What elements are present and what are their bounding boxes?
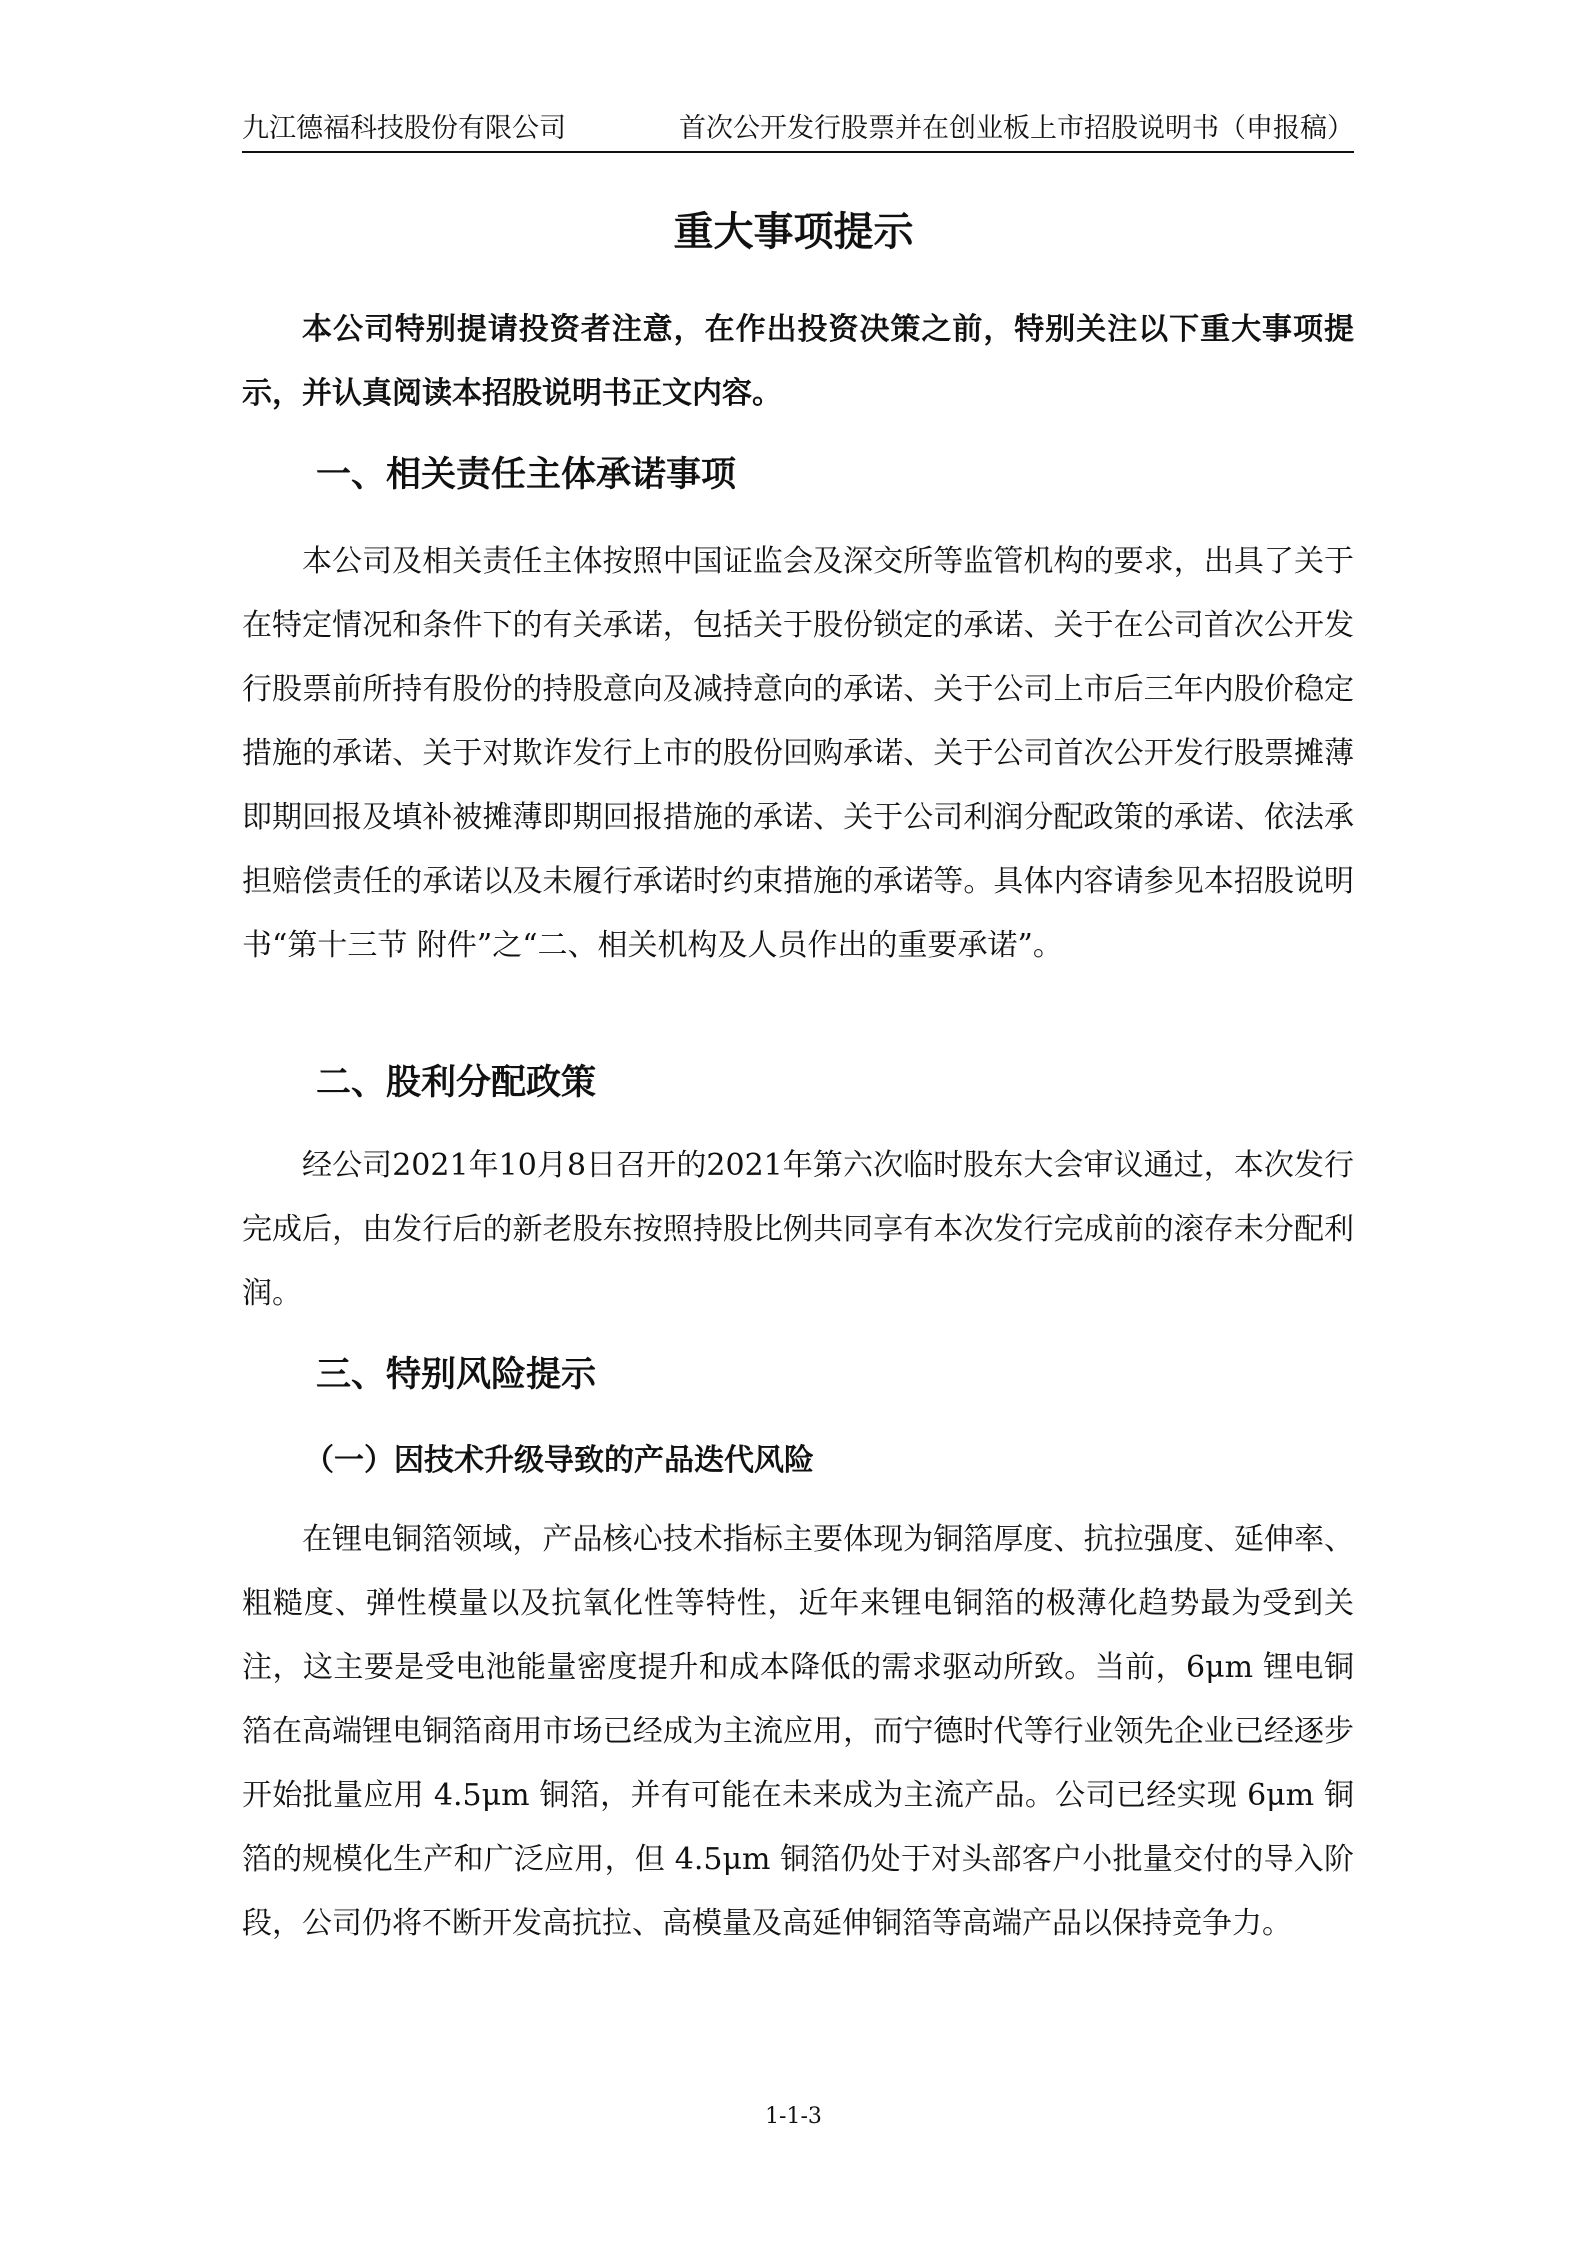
- section-body-commitments: 本公司及相关责任主体按照中国证监会及深交所等监管机构的要求，出具了关于在特定情况和条件下的有关承诺，包括关于股份锁定的承诺、关于在公司首次公开发行股票前所持有股份的持股意向及减持意向的承诺、关于公司上市后三年内股价稳定措施的承诺、关于对欺诈发行上市的股份回购承诺、关于公司首次公开发行股票摊薄即期回报及填补被摊薄即期回报措施的承诺、关于公司利润分配政策的承诺、依法承担赔偿责任的承诺以及未履行承诺时约束措施的承诺等。具体内容请参见本招股说明书“第十三节 附件”之“二、相关机构及人员作出的重要承诺”。: [242, 544, 1354, 963]
- header-company-name: 九江德福科技股份有限公司: [242, 113, 566, 144]
- section-body-dividend-policy: 经公司2021年10月8日召开的2021年第六次临时股东大会审议通过，本次发行完成后，由发行后的新老股东按照持股比例共同享有本次发行完成前的滚存未分配利润。: [242, 1148, 1354, 1311]
- section-heading-commitments: 一、相关责任主体承诺事项: [316, 455, 737, 495]
- intro-paragraph: 本公司特别提请投资者注意，在作出投资决策之前，特别关注以下重大事项提示，并认真阅读本招股说明书正文内容。: [242, 312, 1354, 411]
- section-heading-special-risks: 三、特别风险提示: [316, 1355, 597, 1395]
- subsection-body-product-iteration-risk: 在锂电铜箔领域，产品核心技术指标主要体现为铜箔厚度、抗拉强度、延伸率、粗糙度、弹性模量以及抗氧化性等特性，近年来锂电铜箔的极薄化趋势最为受到关注，这主要是受电池能量密度提升和成本降低的需求驱动所致。当前，6μm 锂电铜箔在高端锂电铜箔商用市场已经成为主流应用，而宁德时代等行业领先企业已经逐步开始批量应用 4.5μm 铜箔，并有可能在未来成为主流产品。公司已经实现 6μm 铜箔的规模化生产和广泛应用，但 4.5μm 铜箔仍处于对头部客户小批量交付的导入阶段，公司仍将不断开发高抗拉、高模量及高延伸铜箔等高端产品以保持竞争力。: [242, 1522, 1354, 1941]
- header-document-title: 首次公开发行股票并在创业板上市招股说明书（申报稿）: [679, 113, 1354, 144]
- subsection-heading-product-iteration-risk: （一）因技术升级导致的产品迭代风险: [304, 1443, 814, 1478]
- page-title: 重大事项提示: [673, 209, 914, 255]
- page-header: [242, 111, 1354, 153]
- page-number: 1-1-3: [765, 2104, 822, 2129]
- section-heading-dividend-policy: 二、股利分配政策: [316, 1063, 597, 1103]
